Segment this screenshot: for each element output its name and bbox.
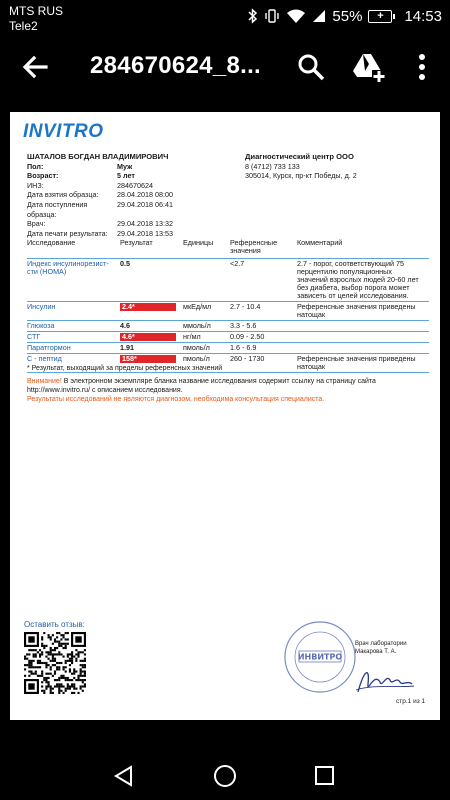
comment-line: Референсные значения приведены <box>297 354 416 363</box>
more-vert-icon[interactable] <box>414 53 430 81</box>
cell-result <box>120 332 183 342</box>
comment-line: натощак <box>297 310 326 319</box>
cell-result <box>120 302 183 320</box>
header-ref-2: значения <box>230 246 261 255</box>
center-address: 305014, Курск, пр-кт Победы, д. 2 <box>245 171 357 181</box>
back-arrow-icon[interactable] <box>20 52 50 82</box>
table-row <box>27 302 429 321</box>
nav-back-icon[interactable] <box>113 765 135 787</box>
vibrate-icon <box>264 7 280 25</box>
lab-doctor <box>355 640 407 656</box>
bluetooth-icon <box>248 7 258 25</box>
cell-test <box>27 343 120 353</box>
qr-code[interactable] <box>24 632 86 694</box>
test-name-cont[interactable]: сти (HOMA) <box>27 267 67 276</box>
result-value: 4.6 <box>120 321 130 330</box>
lab-doctor-name: Макарова Т. А. <box>355 649 397 655</box>
invitro-logo: INVITRO <box>23 121 104 142</box>
footnote: * Результат, выходящий за пределы референсных значений <box>27 365 223 372</box>
cell-units: ммоль/л <box>183 321 211 330</box>
cell-comment <box>297 259 429 301</box>
battery-percent: 55% <box>332 7 363 25</box>
header-test: Исследование <box>27 238 76 247</box>
test-name[interactable]: СТГ <box>27 332 41 341</box>
nav-recent-icon[interactable] <box>314 765 335 786</box>
center-phone: 8 (4712) 733 133 <box>245 161 300 171</box>
warning <box>27 377 407 395</box>
cell-units <box>183 259 230 301</box>
test-name[interactable]: С - пептид <box>27 354 62 363</box>
comment-line: 2.7 - порог, соответствующий 75 <box>297 259 404 268</box>
table-row <box>27 259 429 302</box>
test-name[interactable]: Инсулин <box>27 302 56 311</box>
result-flagged: 158* <box>120 355 176 363</box>
search-icon[interactable] <box>296 52 326 82</box>
drive-add-icon[interactable] <box>352 51 386 83</box>
table-row <box>27 321 429 332</box>
header-ref-1: Референсные <box>230 238 278 247</box>
results-header <box>27 239 429 259</box>
carrier-primary: MTS RUS <box>9 4 63 18</box>
cell-result <box>120 343 183 353</box>
received-value: 29.04.2018 06:41 <box>117 199 173 209</box>
warning-word: Внимание! <box>27 378 62 385</box>
result-value: 0.5 <box>120 259 130 268</box>
table-row <box>27 332 429 343</box>
cell-test <box>27 259 120 301</box>
taken-value: 28.04.2018 08:00 <box>117 190 173 200</box>
doctor-value: 29.04.2018 13:32 <box>117 219 173 229</box>
doctor-signature <box>354 664 416 700</box>
cell-ref: 0.09 - 2.50 <box>230 332 265 341</box>
age-value: 5 лет <box>117 171 135 181</box>
navigation-bar <box>0 750 450 800</box>
app-bar <box>0 36 450 98</box>
center-name: Диагностический центр ООО <box>245 152 354 161</box>
cell-comment <box>297 354 429 372</box>
test-name[interactable]: Паратгормон <box>27 343 71 352</box>
age-label: Возраст: <box>27 171 59 181</box>
cell-test <box>27 302 120 320</box>
cell-comment <box>297 343 429 353</box>
comment-line: зависеть от целей исследования. <box>297 291 409 300</box>
cell-units: мкЕд/мл <box>183 302 212 311</box>
cell-units: пмоль/л <box>183 343 210 352</box>
inz-label: ИНЗ: <box>27 180 44 190</box>
sex-label: Пол: <box>27 161 44 171</box>
lab-stamp <box>283 620 357 694</box>
sex-value: Муж <box>117 161 133 171</box>
header-result: Результат <box>120 238 153 247</box>
cell-test <box>27 321 120 331</box>
warning-text: В электронном экземпляре бланка название исследования содержит ссылку на страницу сайта <box>61 378 376 385</box>
review-label: Оставить отзыв: <box>24 620 85 629</box>
comment-line: Референсные значения приведены <box>297 302 416 311</box>
cell-result <box>120 321 183 331</box>
comment-line: перцентилю популяционных <box>297 267 392 276</box>
cell-ref: 3.3 - 5.6 <box>230 321 257 330</box>
header-comment: Комментарий <box>297 238 343 247</box>
wifi-icon <box>286 7 306 25</box>
comment-line: значений взрослых людей 20-60 лет <box>297 275 419 284</box>
signal-icon <box>312 7 326 25</box>
status-icons <box>248 6 442 26</box>
battery-icon: + <box>368 10 392 23</box>
cell-comment <box>297 302 429 320</box>
comment-line: натощак <box>297 362 326 371</box>
results-table <box>27 239 429 373</box>
page-number: стр.1 из 1 <box>396 698 426 705</box>
result-value: 1.91 <box>120 343 134 352</box>
test-name[interactable]: Индекс инсулинорезист- <box>27 259 109 268</box>
received-label: Дата поступления образца: <box>27 199 88 219</box>
clock: 14:53 <box>404 7 442 25</box>
table-row <box>27 343 429 354</box>
cell-result <box>120 259 183 301</box>
inz-value: 284670624 <box>117 180 153 190</box>
cell-test <box>27 332 120 342</box>
cell-ref: 260 - 1730 <box>230 354 265 363</box>
cell-units: нг/мл <box>183 332 201 341</box>
stamp-text: ИНВИТРО <box>297 652 343 662</box>
patient-info <box>27 152 227 238</box>
comment-line: без диабета, выбор порога может <box>297 283 410 292</box>
doctor-label: Врач: <box>27 219 46 229</box>
patient-name: ШАТАЛОВ БОГДАН ВЛАДИМИРОВИЧ <box>27 152 169 161</box>
cell-units: пмоль/л <box>183 354 210 363</box>
header-units: Единицы <box>183 238 214 247</box>
taken-label: Дата взятия образца: <box>27 190 99 200</box>
cell-comment <box>297 332 429 342</box>
nav-home-icon[interactable] <box>213 764 237 788</box>
document-title: 284670624_8... <box>90 52 262 79</box>
status-bar <box>0 0 450 36</box>
result-flagged: 4.6* <box>120 333 176 341</box>
cell-ref: 1.6 - 6.9 <box>230 343 257 352</box>
disclaimer: Результаты исследований не являются диагнозом, необходима консультация специалиста. <box>27 396 325 403</box>
result-flagged: 2.4* <box>120 303 176 311</box>
printed-value: 29.04.2018 13:53 <box>117 228 173 238</box>
cell-ref: <2.7 <box>230 259 245 268</box>
diagnostic-center <box>245 152 357 181</box>
carrier-secondary: Tele2 <box>9 19 38 33</box>
printed-label: Дата печати результата: <box>27 228 108 238</box>
lab-doctor-title: Врач лаборатории <box>355 641 407 647</box>
test-name[interactable]: Глюкоза <box>27 321 55 330</box>
document-page <box>10 112 440 720</box>
warning-link[interactable]: http://www.invitro.ru/ с описанием исследования. <box>27 387 183 394</box>
cell-comment <box>297 321 429 331</box>
header-ref <box>230 239 297 258</box>
cell-ref: 2.7 - 10.4 <box>230 302 261 311</box>
